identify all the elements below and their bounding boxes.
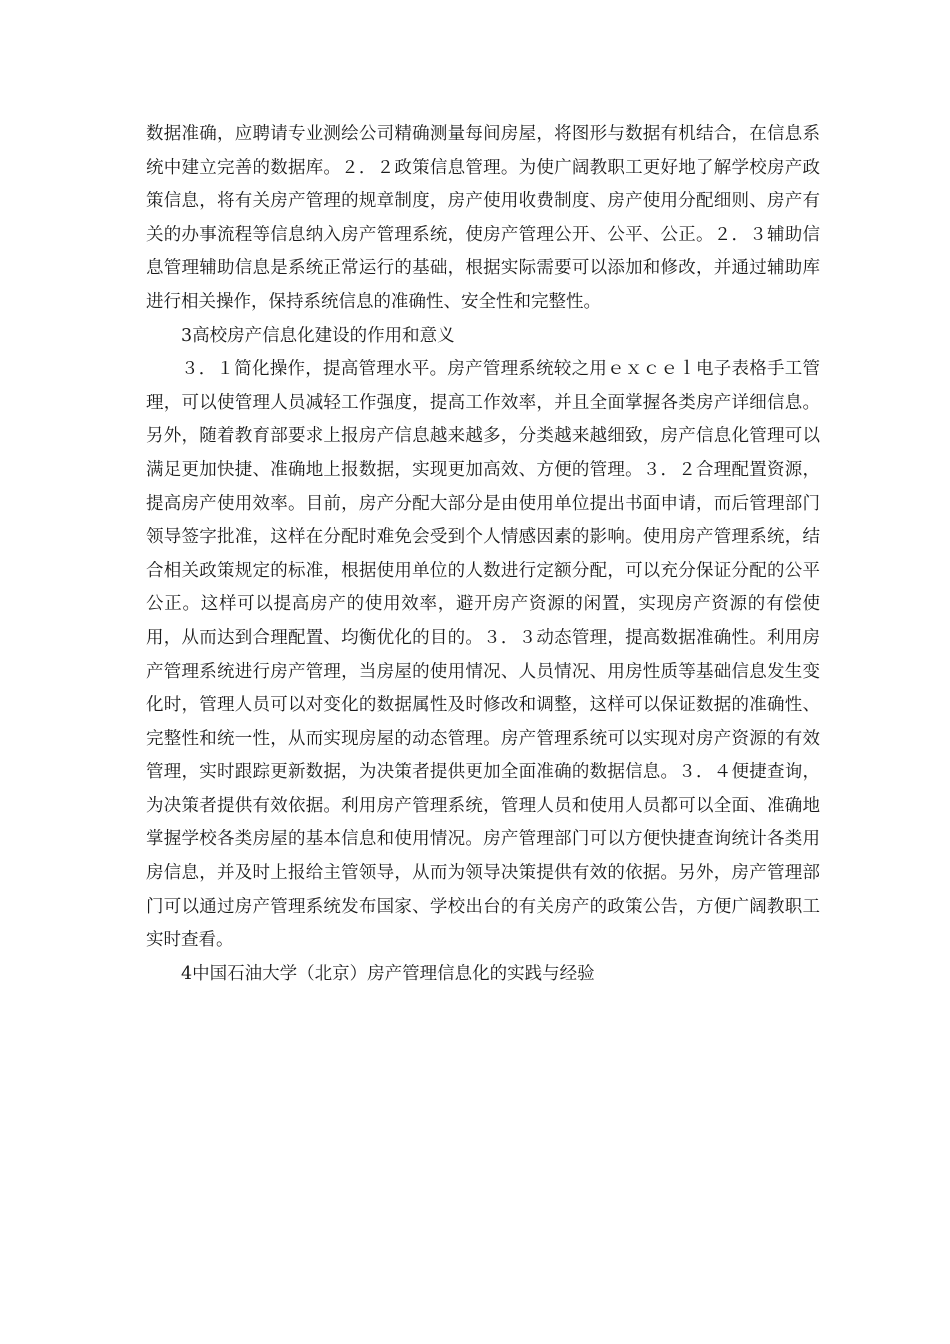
section-heading-3: 3高校房产信息化建设的作用和意义 [181,325,455,346]
section-heading-4: 4中国石油大学（北京）房产管理信息化的实践与经验 [181,963,595,984]
paragraph-section-3: ３．１简化操作，提高管理水平。房产管理系统较之用ｅｘｃｅｌ电子表格手工管理，可以使管理人员减轻工作强度，提高工作效率，并且全面掌握各类房产详细信息。另外，随着教育部要求上报房产信息越来越多，分类越来越细致，房产信息化管理可以满足更加快捷、准确地上报数据，实现更加高效、方便的管理。３．２合理配置资源，提高房产使用效率。目前，房产分配大部分是由使用单位提出书面申请，而后管理部门领导签字批准，这样在分配时难免会受到个人情感因素的影响。使用房产管理系统，结合相关政策规定的标准，根据使用单位的人数进行定额分配，可以充分保证分配的公平公正。这样可以提高房产的使用效率，避开房产资源的闲置，实现房产资源的有偿使用，从而达到合理配置、均衡优化的目的。３．３动态管理，提高数据准确性。利用房产管理系统进行房产管理，当房屋的使用情况、人员情况、用房性质等基础信息发生变化时，管理人员可以对变化的数据属性及时修改和调整，这样可以保证数据的准确性、完整性和统一性，从而实现房屋的动态管理。房产管理系统可以实现对房产资源的有效管理，实时跟踪更新数据，为决策者提供更加全面准确的数据信息。３．４便捷查询，为决策者提供有效依据。利用房产管理系统，管理人员和使用人员都可以全面、准确地掌握学校各类房屋的基本信息和使用情况。房产管理部门可以方便快捷查询统计各类用房信息，并及时上报给主管领导，从而为领导决策提供有效的依据。另外，房产管理部门可以通过房产管理系统发布国家、学校出台的有关房产的政策公告，方便广阔教职工实时查看。 [146,359,820,951]
document-body [146,118,820,991]
paragraph-section-2-continued: 数据准确，应聘请专业测绘公司精确测量每间房屋，将图形与数据有机结合，在信息系统中建立完善的数据库。２．２政策信息管理。为使广阔教职工更好地了解学校房产政策信息，将有关房产管理的规章制度，房产使用收费制度、房产使用分配细则、房产有关的办事流程等信息纳入房产管理系统，使房产管理公开、公平、公正。２．３辅助信息管理辅助信息是系统正常运行的基础，根据实际需要可以添加和修改，并通过辅助库进行相关操作，保持系统信息的准确性、安全性和完整性。 [146,124,820,312]
